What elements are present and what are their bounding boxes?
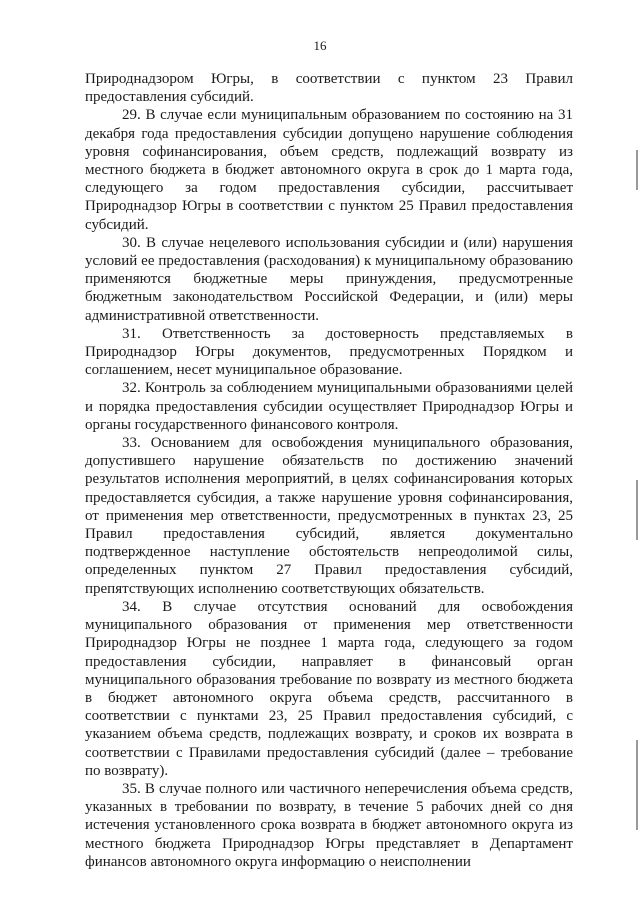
paragraph-30: 30. В случае нецелевого использования субсидии и (или) нарушения условий ее предоставления (расходования) к муниципальному образованию применяются бюджетные меры принуждения, предусмотренные бюджетным законодательством Российской Федерации, и (или) меры административной ответственности. [85,234,573,324]
paragraph-33: 33. Основанием для освобождения муниципального образования, допустившего нарушение обязательств по достижению значений результатов исполнения мероприятий, в целях софинансирования которых предоставляется субсидия, а также нарушение уровня софинансирования, от применения мер ответственности, предусмотренных в пунктах 23, 25 Правил предоставления субсидий, является документально подтвержденное наступление обстоятельств непреодолимой силы, определенных пунктом 27 Правил предоставления субсидий, препятствующих исполнению соответствующих обязательств. [85,435,573,597]
scan-edge-mark [636,480,638,540]
paragraph-31: 31. Ответственность за достоверность представляемых в Природнадзор Югры документов, предусмотренных Порядком и соглашением, несет муниципальное образование. [85,325,573,379]
scan-edge-mark [636,740,638,830]
paragraph-29: 29. В случае если муниципальным образованием по состоянию на 31 декабря года предоставления субсидии допущено нарушение соблюдения уровня софинансирования, объем средств, подлежащий возврату из местного бюджета в бюджет автономного округа в срок до 1 марта года, следующего за годом предоставления субсидии, рассчитывает Природнадзор Югры в соответствии с пунктом 25 Правил предоставления субсидий. [85,107,573,233]
paragraph-32: 32. Контроль за соблюдением муниципальными образованиями целей и порядка предоставления субсидии осуществляет Природнадзор Югры и органы государственного финансового контроля. [85,380,573,433]
paragraph-28-continued: Природнадзором Югры, в соответствии с пунктом 23 Правил предоставления субсидий. [85,71,573,106]
scan-edge-mark [636,150,638,190]
paragraph-35: 35. В случае полного или частичного неперечисления объема средств, указанных в требовании по возврату, в течение 5 рабочих дней со дня истечения установленного срока возврата в бюджет автономного округа из местного бюджета Природнадзор Югры представляет в Департамент финансов автономного округа информацию о неисполнении [85,780,573,870]
paragraph-34: 34. В случае отсутствия оснований для освобождения муниципального образования от применения мер ответственности Природнадзор Югры не позднее 1 марта года, следующего за годом предоставления субсидии, направляет в финансовый орган муниципального образования требование по возврату из местного бюджета в бюджет автономного округа объема средств, рассчитанного в соответствии с пунктами 23, 25 Правил предоставления субсидий, с указанием объема средств, подлежащих возврату, и сроков их возврата в соответствии с Правилами предоставления субсидий (далее – требование по возврату). [85,598,573,779]
page-number: 16 [313,38,327,53]
document-body [85,70,573,871]
